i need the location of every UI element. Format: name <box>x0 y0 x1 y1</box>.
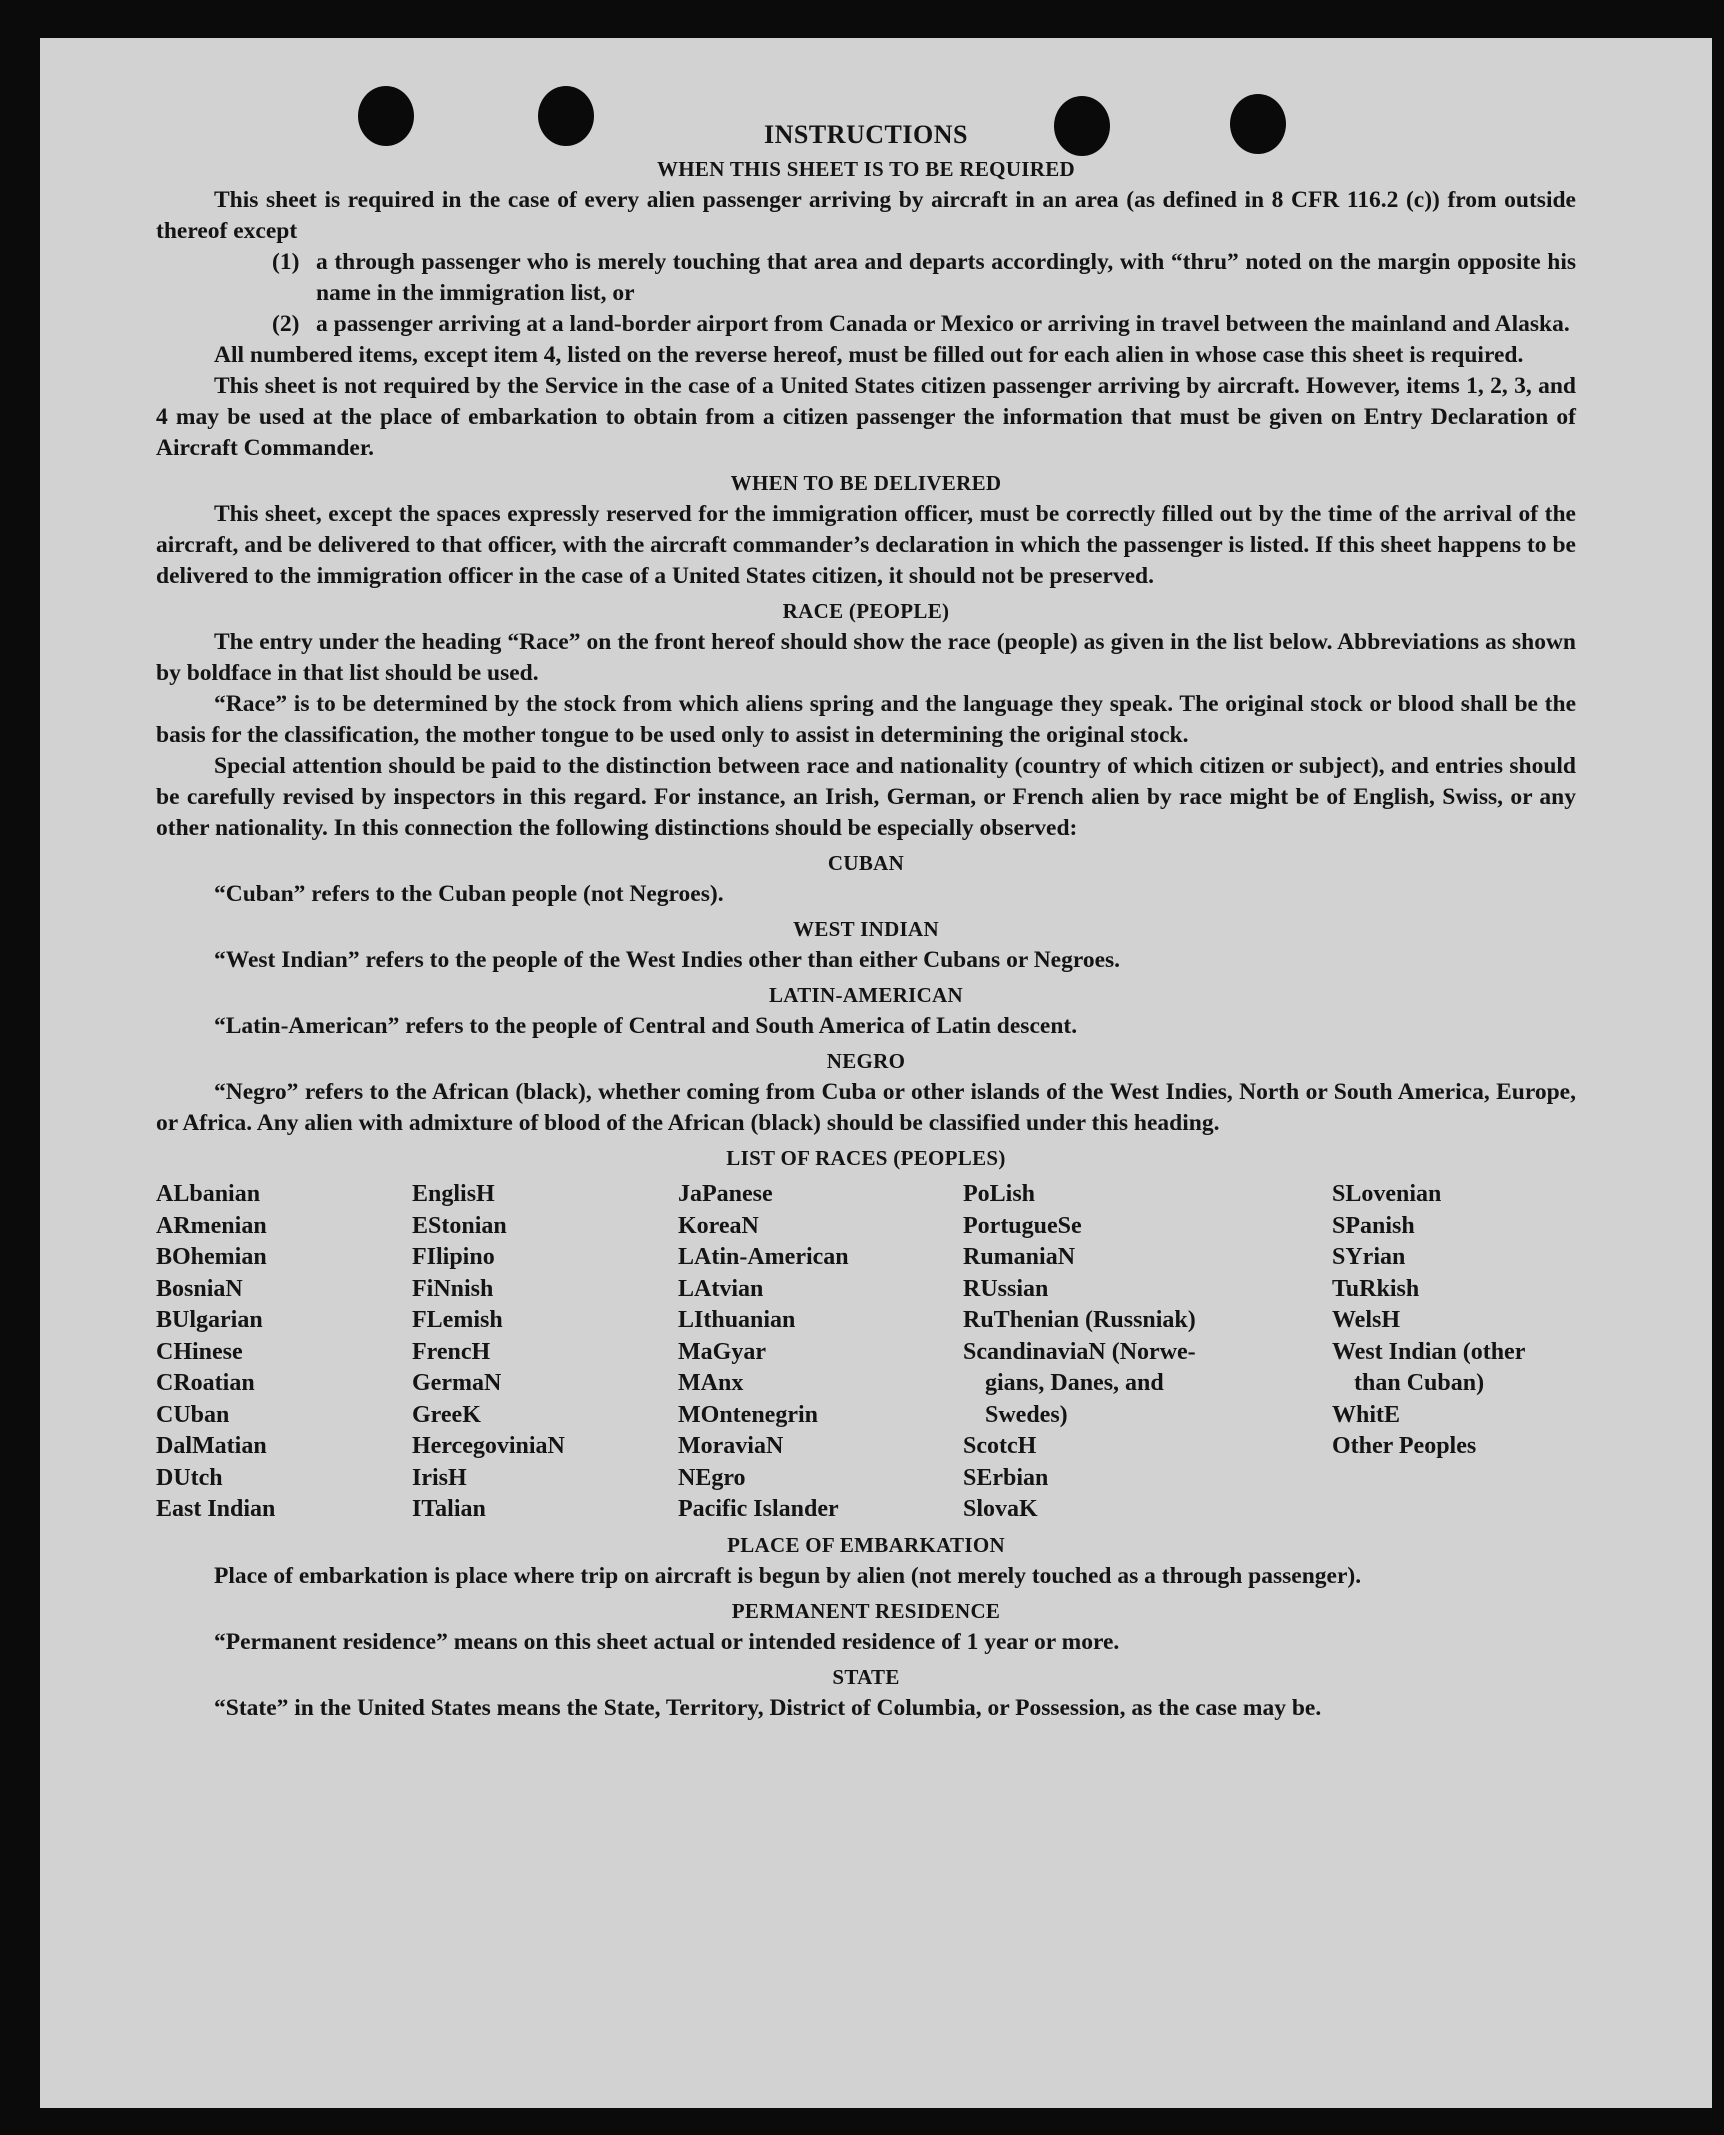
race-entry: BosniaN <box>156 1275 243 1302</box>
race-entry: TuRkish <box>1332 1275 1420 1302</box>
races-column-1 <box>156 1179 412 1526</box>
race-entry: FrencH <box>412 1338 491 1365</box>
race-entry: Pacific Islander <box>678 1496 839 1522</box>
race-entry: JaPanese <box>678 1181 773 1207</box>
required-intro: This sheet is required in the case of every alien passenger arriving by aircraft in an area (as defined in 8 CFR 116.2 (c)) from outside thereof except <box>156 187 1576 244</box>
exception-item <box>272 247 1576 309</box>
race-entry: MoraviaN <box>678 1433 784 1459</box>
race-entry: FiNnish <box>412 1275 494 1302</box>
embarkation-paragraph: Place of embarkation is place where trip on aircraft is begun by alien (not merely touched as a through passenger). <box>214 1562 1362 1589</box>
races-column-2 <box>412 1179 678 1526</box>
delivery-paragraph: This sheet, except the spaces expressly reserved for the immigration officer, must be correctly filled out by the time of the arrival of the aircraft, and be delivered to that officer, with the aircraft commander’s declaration in which the passenger is listed. If this sheet happens to be delivered to the immigration officer in the case of a United States citizen, it should not be preserved. <box>156 501 1576 589</box>
exception-number: (2) <box>272 311 300 337</box>
race-entry: SErbian <box>963 1464 1049 1491</box>
race-entry: RuThenian (Russniak) <box>963 1307 1196 1333</box>
race-entry: GermaN <box>412 1370 502 1396</box>
race-entry: FIlipino <box>412 1244 495 1270</box>
race-entry: LAtvian <box>678 1275 764 1302</box>
exception-number: (1) <box>272 249 300 275</box>
west-indian-definition: “West Indian” refers to the people of the West Indies other than either Cubans or Negroes. <box>214 947 1121 973</box>
race-entry: PortugueSe <box>963 1212 1082 1239</box>
section-heading-west-indian: WEST INDIAN <box>793 917 939 941</box>
punch-hole <box>538 86 594 146</box>
race-entry: CRoatian <box>156 1370 255 1396</box>
race-entry: RUssian <box>963 1275 1049 1302</box>
race-entry: BOhemian <box>156 1244 267 1270</box>
race-entry: ARmenian <box>156 1212 267 1239</box>
race-entry: LIthuanian <box>678 1307 796 1333</box>
race-entry: FLemish <box>412 1307 503 1333</box>
race-entry: SlovaK <box>963 1496 1038 1522</box>
races-column-3 <box>678 1179 963 1526</box>
races-column-5 <box>1332 1179 1576 1526</box>
section-heading-races-list: LIST OF RACES (PEOPLES) <box>726 1146 1006 1170</box>
race-entry: MAnx <box>678 1370 744 1396</box>
race-entry: WelsH <box>1332 1307 1401 1333</box>
section-heading-latin-american: LATIN-AMERICAN <box>769 983 963 1007</box>
race-entry: EnglisH <box>412 1181 495 1207</box>
latin-american-definition: “Latin-American” refers to the people of Central and South America of Latin descent. <box>214 1013 1078 1039</box>
race-entry: DalMatian <box>156 1433 267 1459</box>
race-entry: ITalian <box>412 1496 486 1522</box>
race-entry: EStonian <box>412 1212 507 1239</box>
race-entry: SLovenian <box>1332 1181 1442 1207</box>
section-heading-when-required: WHEN THIS SHEET IS TO BE REQUIRED <box>656 157 1075 181</box>
state-paragraph: “State” in the United States means the State, Territory, District of Columbia, or Possession, as the case may be. <box>214 1694 1322 1721</box>
race-entry: ScandinaviaN (Norwe- <box>963 1338 1196 1365</box>
race-entry: ALbanian <box>156 1181 261 1207</box>
race-paragraph: “Race” is to be determined by the stock from which aliens spring and the language they speak. The original stock or blood shall be the basis for the classification, the mother tongue to be used only to assist in determining the original stock. <box>156 691 1576 748</box>
races-list <box>156 1179 1576 1526</box>
section-heading-race: RACE (PEOPLE) <box>782 599 950 623</box>
document-page <box>40 38 1712 2108</box>
race-entry: CUban <box>156 1401 230 1428</box>
race-paragraph: The entry under the heading “Race” on the front hereof should show the race (people) as given in the list below. Abbreviations as shown by boldface in that list should be used. <box>156 629 1576 686</box>
race-entry: than Cuban) <box>1354 1370 1485 1396</box>
race-entry: Swedes) <box>985 1401 1068 1428</box>
race-paragraph: Special attention should be paid to the distinction between race and nationality (country of which citizen or subject), and entries should be carefully revised by inspectors in this regard. For instance, an Irish, German, or French alien by race might be of English, Swiss, or any other nationality. In this connection the following distinctions should be especially observed: <box>156 753 1576 841</box>
races-column-4 <box>963 1179 1332 1526</box>
race-entry: CHinese <box>156 1338 243 1365</box>
citizen-paragraph: This sheet is not required by the Service in the case of a United States citizen passenger arriving by aircraft. However, items 1, 2, 3, and 4 may be used at the place of embarkation to obtain from a citizen passenger the information that must be given on Entry Declaration of Aircraft Commander. <box>156 373 1576 461</box>
race-entry: HercegoviniaN <box>412 1433 565 1459</box>
race-entry: gians, Danes, and <box>985 1370 1164 1396</box>
exception-text: a passenger arriving at a land-border airport from Canada or Mexico or arriving in travel between the mainland and Alaska. <box>316 311 1570 337</box>
race-entry: NEgro <box>678 1464 746 1491</box>
exception-item <box>272 309 1576 340</box>
section-heading-embarkation: PLACE OF EMBARKATION <box>727 1532 1005 1557</box>
race-entry: KoreaN <box>678 1212 759 1239</box>
race-entry: BUlgarian <box>156 1307 263 1333</box>
punch-hole <box>1230 94 1286 154</box>
cuban-definition: “Cuban” refers to the Cuban people (not Negroes). <box>214 881 724 907</box>
punch-hole <box>1054 96 1110 156</box>
race-entry: West Indian (other <box>1332 1338 1526 1365</box>
punch-hole <box>358 86 414 146</box>
race-entry: MaGyar <box>678 1338 766 1365</box>
section-heading-when-delivered: WHEN TO BE DELIVERED <box>730 471 1002 495</box>
race-entry: SPanish <box>1332 1212 1415 1239</box>
race-entry: Other Peoples <box>1332 1433 1477 1459</box>
section-heading-cuban: CUBAN <box>827 851 905 875</box>
race-entry: DUtch <box>156 1464 223 1491</box>
document-title: INSTRUCTIONS <box>764 120 968 149</box>
section-heading-state: STATE <box>832 1664 900 1689</box>
race-entry: SYrian <box>1332 1244 1406 1270</box>
section-heading-residence: PERMANENT RESIDENCE <box>731 1598 1001 1623</box>
numbered-items-paragraph: All numbered items, except item 4, listed on the reverse hereof, must be filled out for each alien in whose case this sheet is required. <box>214 342 1524 368</box>
exception-text: a through passenger who is merely touching that area and departs accordingly, with “thru” noted on the margin opposite his name in the immigration list, or <box>316 249 1576 306</box>
residence-paragraph: “Permanent residence” means on this sheet actual or intended residence of 1 year or more. <box>214 1628 1120 1655</box>
race-entry: WhitE <box>1332 1401 1401 1428</box>
race-entry: IrisH <box>412 1464 467 1491</box>
race-entry: RumaniaN <box>963 1244 1076 1270</box>
race-entry: MOntenegrin <box>678 1401 818 1428</box>
race-entry: PoLish <box>963 1181 1036 1207</box>
race-entry: LAtin-American <box>678 1244 849 1270</box>
negro-definition: “Negro” refers to the African (black), whether coming from Cuba or other islands of the West Indies, North or South America, Europe, or Africa. Any alien with admixture of blood of the African (black) should be classified under this heading. <box>156 1079 1576 1136</box>
section-heading-negro: NEGRO <box>826 1049 906 1073</box>
race-entry: GreeK <box>412 1401 481 1428</box>
race-entry: ScotcH <box>963 1433 1037 1459</box>
race-entry: East Indian <box>156 1496 276 1522</box>
